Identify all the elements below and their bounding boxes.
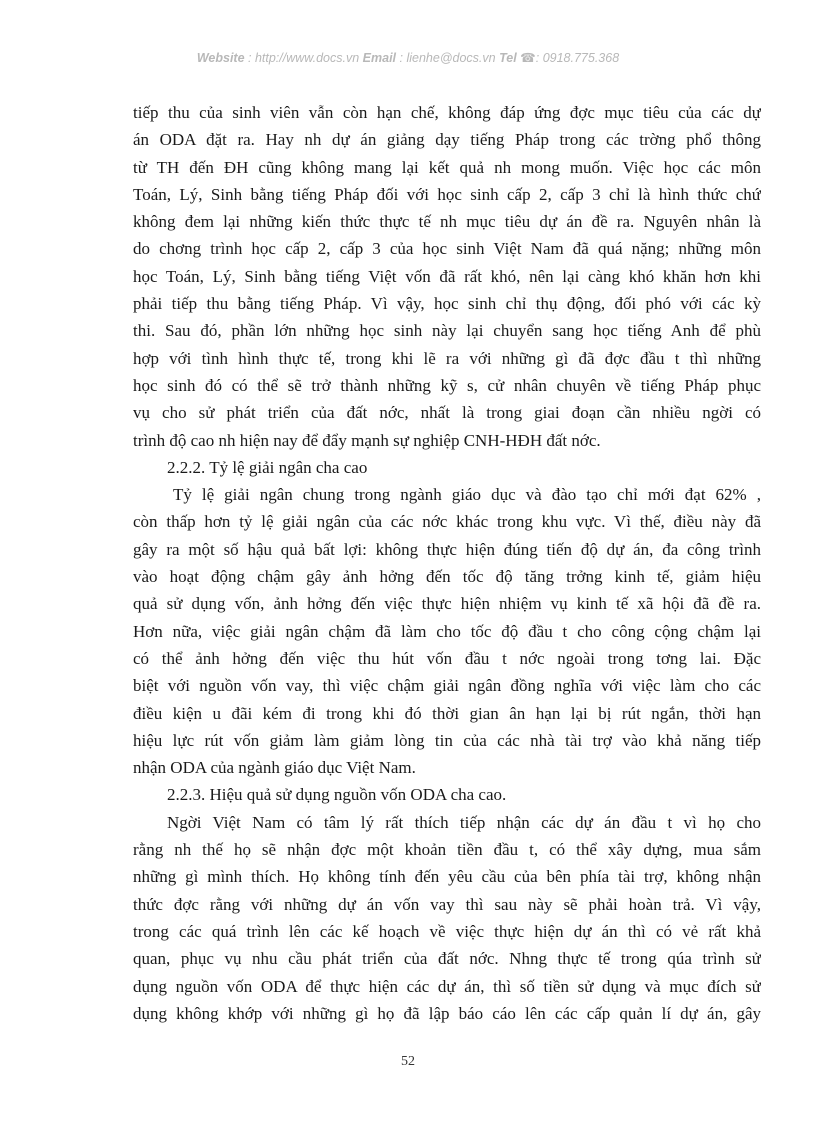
text-line: dụng nguồn vốn ODA để thực hiện các dự án, thì số tiền sử dụng và mục đích sử <box>133 976 761 996</box>
website-label: Website <box>196 51 245 65</box>
website-link[interactable]: : http://www.docs.vn <box>248 51 360 65</box>
text-line: án ODA đặt ra. Hay nh dự án giảng dạy tiếng Pháp trong các trờng phổ thông <box>133 130 761 150</box>
text-line: điều kiện u đãi kém đi trong khi đó thời gian ân hạn lại bị rút ngắn, thời hạn <box>133 703 761 723</box>
text-line: vào hoạt động chậm gây ảnh hởng đến tốc độ tăng trởng kinh tế, giảm hiệu <box>133 567 761 587</box>
text-line: hợp với tình hình thực tế, trong khi lẽ ra với những gì đã đợc đầu t thì những <box>133 348 761 368</box>
text-line: không đem lại những kiến thức thực tế nh mục tiêu dự án đề ra. Nguyên nhân là <box>133 212 761 232</box>
text-line: những gì mình thích. Họ không tính đến yêu cầu của bên phía tài trợ, không nhận <box>133 867 761 887</box>
text-line: Toán, Lý, Sinh bằng tiếng Pháp đối với học sinh cấp 2, cấp 3 chỉ là hình thức chứ <box>133 184 761 204</box>
text-line: học sinh đó có thể sẽ trở thành những kỹ s, cử nhân chuyên về tiếng Pháp phục <box>133 375 761 395</box>
text-line: nhận ODA của ngành giáo dục Việt Nam. <box>133 758 416 778</box>
text-line: trình độ cao nh hiện nay để đẩy mạnh sự nghiệp CNH-HĐH đất nớc. <box>133 430 601 450</box>
text-line: học Toán, Lý, Sinh bằng tiếng Việt vốn đã rất khó, nên lại càng khó khăn hơn khi <box>133 266 761 286</box>
text-line: thức đợc rằng với những dự án vốn vay thì sau này sẽ phải hoàn trả. Vì vậy, <box>133 894 761 914</box>
text-line: biệt với nguồn vốn vay, thì việc chậm giải ngân đồng nghĩa với việc làm cho các <box>133 676 761 696</box>
text-line: có thể ảnh hởng đến việc thu hút vốn đầu t nớc ngoài trong tơng lai. Đặc <box>133 648 761 668</box>
text-line: Tỷ lệ giải ngân chung trong ngành giáo dục và đào tạo chỉ mới đạt 62% , <box>173 485 761 505</box>
text-line: Ngời Việt Nam có tâm lý rất thích tiếp nhận các dự án đầu t vì họ cho <box>167 812 761 832</box>
text-line: quan, phục vụ nhu cầu phát triển của đất nớc. Nhng thực tế trong qúa trình sử <box>133 949 761 969</box>
text-line: vụ cho sử phát triển của đất nớc, nhất là trong giai đoạn cần nhiều ngời có <box>133 403 761 423</box>
tel-value: : 0918.775.368 <box>535 51 620 65</box>
text-line: hiệu lực rút vốn giảm làm giảm lòng tin của các nhà tài trợ vào khả năng tiếp <box>133 730 761 750</box>
text-line: do chơng trình học cấp 2, cấp 3 của học sinh Việt Nam đã quá nặng; những môn <box>133 239 761 259</box>
text-line: còn thấp hơn tỷ lệ giải ngân của các nớc khác trong khu vực. Vì thế, điều này đã <box>133 512 761 532</box>
text-line: thi. Sau đó, phần lớn những học sinh này lại chuyển sang học tiếng Anh để phù <box>133 321 761 341</box>
text-line: dụng không khớp với những gì họ đã lập báo cáo lên các cấp quản lí dự án, gây <box>133 1003 761 1023</box>
email-label: Email <box>362 51 397 65</box>
text-line: tiếp thu của sinh viên vẫn còn hạn chế, không đáp ứng đợc mục tiêu của các dự <box>133 103 761 122</box>
text-line: gây ra một số hậu quả bất lợi: không thực hiện đúng tiến độ dự án, đa công trình <box>133 539 761 559</box>
section-heading-2-2-3: 2.2.3. Hiệu quả sử dụng nguồn vốn ODA cha cao. <box>167 785 507 805</box>
body-text <box>133 99 761 1027</box>
section-heading-2-2-2: 2.2.2. Tỷ lệ giải ngân cha cao <box>167 457 368 477</box>
text-line: trong các quá trình lên các kế hoạch về việc thực hiện dự án thì có vẻ rất khả <box>133 921 761 941</box>
email-link[interactable]: : lienhe@docs.vn <box>399 51 496 65</box>
page-header <box>0 50 816 65</box>
text-line: Hơn nữa, việc giải ngân chậm đã làm cho tốc độ đầu t cho công cộng chậm lại <box>133 621 761 641</box>
phone-icon: ☎ <box>520 51 536 65</box>
page-number: 52 <box>401 1054 415 1069</box>
text-line: từ TH đến ĐH cũng không mang lại kết quả nh mong muốn. Việc học các môn <box>133 157 761 177</box>
text-line: rằng nh thế họ sẽ nhận đợc một khoản tiền đầu t, có thể xây dựng, mua sắm <box>133 840 761 860</box>
tel-label: Tel <box>499 51 517 65</box>
text-line: phải tiếp thu bằng tiếng Pháp. Vì vậy, học sinh chỉ thụ động, đối phó với các kỳ <box>133 294 761 314</box>
text-line: quả sử dụng vốn, ảnh hởng đến việc thực hiện nhiệm vụ kinh tế xã hội đã đề ra. <box>133 594 761 614</box>
